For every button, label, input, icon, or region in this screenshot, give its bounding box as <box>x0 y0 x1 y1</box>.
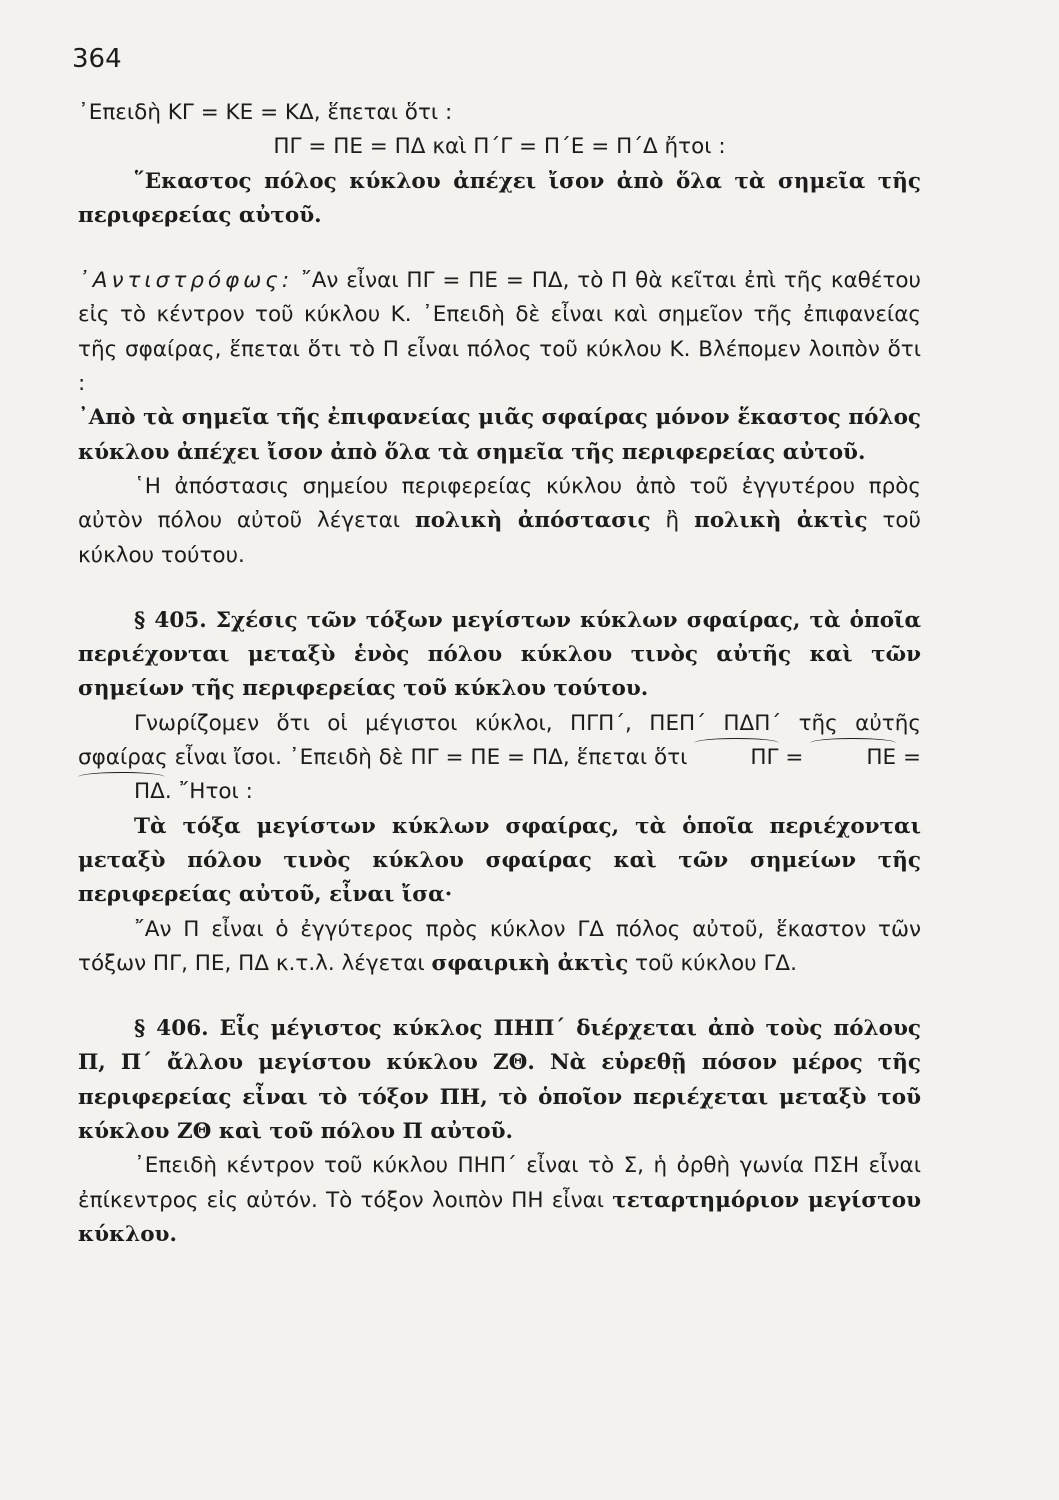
equation-line <box>78 130 921 164</box>
definition-paragraph <box>78 913 921 982</box>
theorem-statement <box>78 810 921 913</box>
page-number: 364 <box>72 44 122 74</box>
text-run: ᾿Επειδὴ ΚΓ = ΚΕ = ΚΔ, ἕπεται ὅτι : <box>78 100 453 125</box>
text-run: . ῎Ητοι : <box>164 779 253 805</box>
text-run: = <box>896 745 922 771</box>
text-run: ἢ <box>650 508 695 534</box>
bold-text: σφαιρικὴ ἀκτὶς <box>431 950 629 976</box>
text-run: ῾Η ἀπόστασις σημείου περιφερείας κύκλου ἀπὸ τοῦ ἐγγυτέρου πρὸς αὐτὸν πόλου αὐτοῦ λέγεται <box>78 473 921 534</box>
bold-text: πολικὴ ἀκτὶς <box>694 508 868 534</box>
bold-text: ᾿Απὸ τὰ σημεῖα τῆς ἐπιφανείας μιᾶς σφαίρας μόνον ἕκαστος πόλος κύκλου ἀπέχει ἴσον ἀπὸ ὅλα τὰ σημεῖα τῆς περιφερείας αὐτοῦ. <box>78 405 921 465</box>
bold-text: ῞Εκαστος πόλος κύκλου ἀπέχει ἴσον ἀπὸ ὅλα τὰ σημεῖα τῆς περιφερείας αὐτοῦ. <box>78 168 921 228</box>
bold-text: § 406. Εἷς μέγιστος κύκλος ΠΗΠ΄ διέρχεται ἀπὸ τοὺς πόλους Π, Π΄ ἄλλου μεγίστου κύκλου ΖΘ. Νὰ εὑρεθῇ πόσον μέρος τῆς περιφερείας εἶναι τὸ τόξον ΠΗ, τὸ ὁποῖον περιέχεται μεταξὺ τοῦ κύκλου ΖΘ καὶ τοῦ πόλου Π αὐτοῦ. <box>78 1016 921 1145</box>
text-run: ῎Αν Π εἶναι ὁ ἐγγύτερος πρὸς κύκλον ΓΔ πόλος αὐτοῦ, ἕκαστον τῶν τόξων ΠΓ, ΠΕ, ΠΔ κ.τ.λ. λέγεται <box>78 916 921 976</box>
text-run: τοῦ κύκλου τούτου. <box>78 508 921 568</box>
bold-text: § 405. Σχέσις τῶν τόξων μεγίστων κύκλων σφαίρας, τὰ ὁποῖα περιέχονται μεταξὺ ἑνὸς πόλου κύκλου τινὸς αὐτῆς καὶ τῶν σημείων τῆς περιφερείας τοῦ κύκλου τούτου. <box>78 607 921 702</box>
bold-text: πολικὴ ἀπόστασις <box>414 508 651 534</box>
section-406-heading <box>78 1012 921 1149</box>
theorem-statement <box>78 165 921 234</box>
paragraph <box>78 264 921 401</box>
paragraph <box>78 707 921 810</box>
text-run: ΠΓ = ΠΕ = ΠΔ καὶ Π΄Γ = Π΄Ε = Π΄Δ ἤτοι : <box>273 134 726 160</box>
bold-text: Τὰ τόξα μεγίστων κύκλων σφαίρας, τὰ ὁποῖα περιέχονται μεταξὺ πόλου τινὸς κύκλου σφαίρας καὶ τῶν σημείων τῆς περιφερείας αὐτοῦ, εἶναι ἴσα· <box>78 813 921 908</box>
arc-notation: ΠΓ <box>694 741 778 775</box>
section-405-heading <box>78 604 921 707</box>
spaced-italic-text: ᾿Αντιστρόφως: <box>78 268 294 294</box>
text-run: Γνωρίζομεν ὅτι οἱ μέγιστοι κύκλοι, ΠΓΠ΄, ΠΕΠ΄ ΠΔΠ΄ τῆς αὐτῆς σφαίρας εἶναι ἴσοι. ᾿Επειδὴ δὲ ΠΓ = ΠΕ = ΠΔ, ἕπεται ὅτι <box>78 710 921 771</box>
text-run: ᾿Επειδὴ κέντρον τοῦ κύκλου ΠΗΠ΄ εἶναι τὸ Σ, ἡ ὀρθὴ γωνία ΠΣΗ εἶναι ἐπίκεντρος εἰς αὐτόν. Τὸ τόξον λοιπὸν ΠΗ εἶναι <box>78 1153 921 1213</box>
arc-notation: ΠΔ <box>78 775 165 809</box>
definition-paragraph <box>78 470 921 573</box>
text-run: = <box>778 745 811 771</box>
page-body <box>78 96 921 1252</box>
text-run: τοῦ κύκλου ΓΔ. <box>628 950 797 976</box>
paragraph <box>78 96 921 130</box>
arc-notation: ΠΕ <box>810 741 896 775</box>
bold-text: τεταρτημόριον μεγίστου κύκλου. <box>78 1187 921 1247</box>
theorem-statement <box>78 401 921 470</box>
paragraph <box>78 1149 921 1252</box>
text-run: ῎Αν εἶναι ΠΓ = ΠΕ = ΠΔ, τὸ Π θὰ κεῖται ἐπὶ τῆς καθέτου εἰς τὸ κέντρον τοῦ κύκλου Κ. ᾿Επειδὴ δὲ εἶναι καὶ σημεῖον τῆς ἐπιφανείας τῆς σφαίρας, ἕπεται ὅτι τὸ Π εἶναι πόλος τοῦ κύκλου Κ. Βλέπομεν λοιπὸν ὅτι : <box>78 268 921 397</box>
